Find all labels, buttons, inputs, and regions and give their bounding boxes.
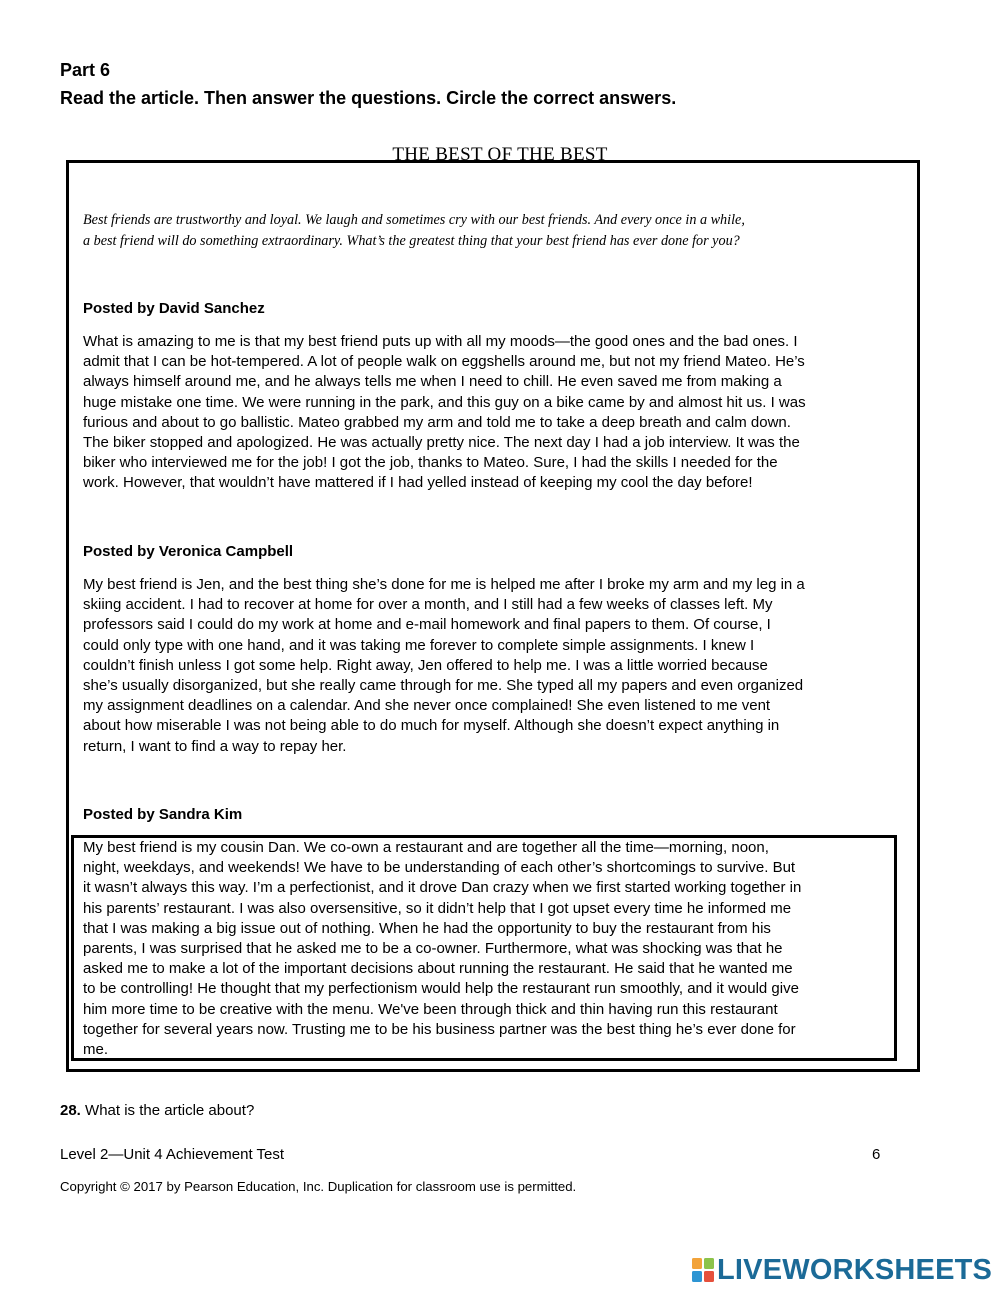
liveworksheets-logo[interactable] [692,1254,992,1286]
text-line: that I was making a big issue out of nothing. When he had the opportunity to buy the restaurant from his [83,919,771,937]
text-line: could only type with one hand, and it was taking me forever to complete simple assignments. I knew I [83,636,755,654]
question-28 [60,1102,254,1119]
text-line: to be controlling! He thought that my perfectionism would help the restaurant run smoothly, and it would give [83,980,799,998]
post-body-david-sanchez [83,332,875,494]
intro-line: a best friend will do something extraordinary. What’s the greatest thing that your best friend has ever done for you? [83,233,740,249]
text-line: What is amazing to me is that my best friend puts up with all my moods—the good ones and the bad ones. I [83,333,798,350]
text-line: biker who interviewed me for the job! I got the job, thanks to Mateo. Sure, I had the skills I needed for the [83,454,778,472]
text-line: asked me to make a lot of the important decisions about running the restaurant. He said that he wanted me [83,960,793,978]
post-heading-sandra-kim: Posted by Sandra Kim [83,806,243,823]
text-line: him more time to be creative with the menu. We've been through thick and thin having run this restaurant [83,1000,778,1018]
text-line: huge mistake one time. We were running in the park, and this guy on a bike came by and almost hit us. I was [83,393,806,411]
post-heading-david-sanchez: Posted by David Sanchez [83,300,265,317]
text-line: professors said I could do my work at home and e-mail homework and final papers to them. Of course, I [83,616,771,634]
page-number: 6 [872,1146,881,1163]
post-body-veronica-campbell [83,575,875,757]
text-line: My best friend is Jen, and the best thing she’s done for me is helped me after I broke my arm and my leg in a [83,576,805,593]
text-line: together for several years now. Trusting me to be his business partner was the best thing he’s ever done for [83,1020,796,1038]
part-title: Part 6 [60,60,111,80]
text-line: skiing accident. I had to recover at home for over a month, and I still had a few weeks of classes left. My [83,596,773,614]
article-title: THE BEST OF THE BEST [392,144,608,163]
text-line: my assignment deadlines on a calendar. And she never once complained! She even listened to me vent [83,697,771,715]
text-line: she’s usually disorganized, but she really came through for me. She typed all my papers and even organized [83,677,804,695]
text-line: his parents’ restaurant. I was also oversensitive, so it didn’t help that I got upset every time he informed me [83,899,792,917]
text-line: it wasn’t always this way. I’m a perfectionist, and it drove Dan crazy when we first started working together in [83,879,802,897]
instructions: Read the article. Then answer the questions. Circle the correct answers. [60,88,677,108]
text-line: My best friend is my cousin Dan. We co-own a restaurant and are together all the time—morning, noon, [83,839,769,856]
text-line: admit that I can be hot-tempered. A lot of people walk on eggshells around me, but not my friend Mateo. He’s [83,353,805,371]
question-text: What is the article about? [85,1102,255,1119]
post-heading-veronica-campbell: Posted by Veronica Campbell [83,543,294,560]
text-line: couldn’t finish unless I got some help. Right away, Jen offered to help me. I was a little worried because [83,656,768,674]
text-line: return, I want to find a way to repay her. [83,737,347,755]
text-line: night, weekdays, and weekends! We have to be understanding of each other’s shortcomings to survive. But [83,859,796,877]
text-line: parents, I was surprised that he asked me to be a co-owner. Furthermore, what was shocking was that he [83,940,783,958]
intro-line: Best friends are trustworthy and loyal. We laugh and sometimes cry with our best friends. And every once in a while, [83,212,745,228]
article-intro [83,210,883,252]
liveworksheets-icon [692,1258,714,1282]
text-line: always himself around me, and he always tells me when I need to chill. He even saved me from making a [83,373,782,391]
text-line: me. [83,1041,109,1056]
text-line: work. However, that wouldn’t have mattered if I had yelled instead of keeping my cool the day before! [83,474,753,492]
logo-text: LIVEWORKSHEETS [717,1254,993,1286]
text-line: about how miserable I was not being able to do much for myself. Although she doesn’t expect anything in [83,717,780,735]
text-line: The biker stopped and apologized. He was actually pretty nice. The next day I had a job interview. It was the [83,434,800,452]
footer-test-name: Level 2—Unit 4 Achievement Test [60,1146,285,1163]
post-body-sandra-kim [83,838,875,1056]
text-line: furious and about to go ballistic. Mateo grabbed my arm and told me to take a deep breath and calm down. [83,413,791,431]
copyright: Copyright © 2017 by Pearson Education, Inc. Duplication for classroom use is permitted. [60,1179,577,1194]
question-number: 28. [60,1102,81,1119]
